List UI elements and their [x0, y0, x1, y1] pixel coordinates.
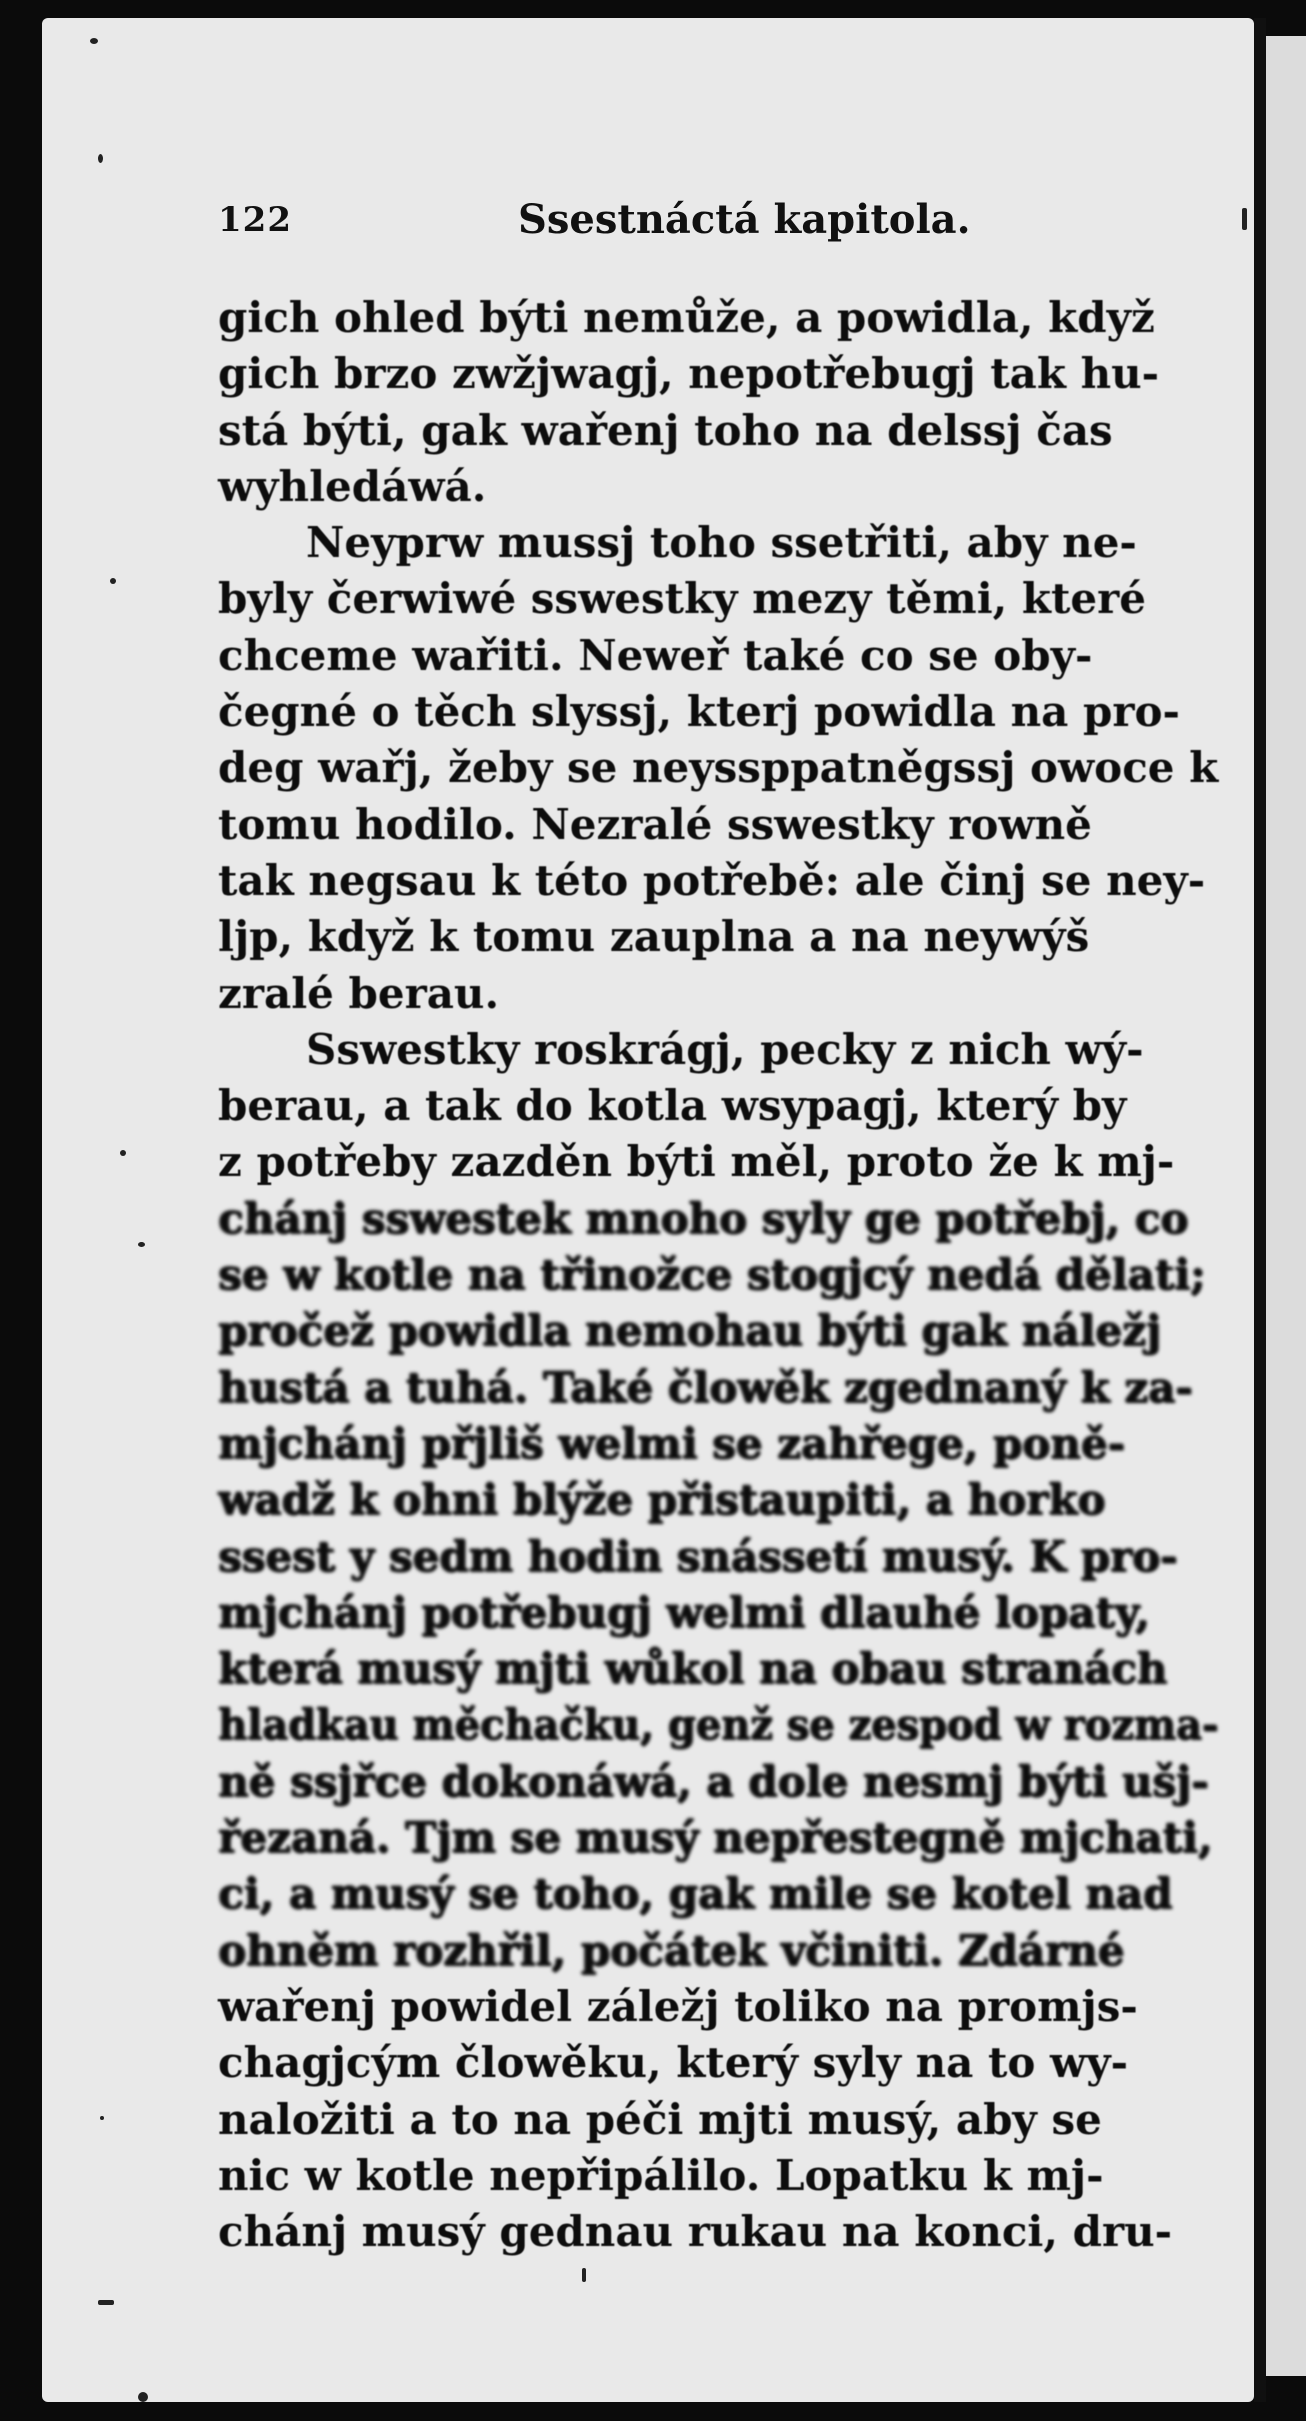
- text-line: ně ssjřce dokonáwá, a dole nesmj býti ušj-: [218, 1756, 1209, 1806]
- paper-speck: [100, 2116, 104, 2120]
- text-line: berau, a tak do kotla wsypagj, který by: [218, 1081, 1127, 1131]
- text-line: hladkau měchačku, genž se zespod w rozma-: [218, 1700, 1219, 1750]
- facing-page-edge: [1266, 36, 1306, 2376]
- page-number: 122: [218, 200, 292, 240]
- text-line: mjchánj potřebugj welmi dlauhé lopaty,: [218, 1587, 1150, 1637]
- paper-speck: [110, 578, 116, 584]
- paper-speck: [1242, 208, 1247, 230]
- text-line: stá býti, gak wařenj toho na delssj čas: [218, 405, 1113, 455]
- text-line: wyhledáwá.: [218, 461, 487, 511]
- text-line: ohněm rozhřil, počátek včiniti. Zdárné: [218, 1925, 1125, 1975]
- text-line: ssest y sedm hodin snássetí musý. K pro-: [218, 1531, 1178, 1581]
- text-line: chánj sswestek mnoho syly ge potřebj, co: [218, 1193, 1189, 1243]
- text-line: wařenj powidel záležj toliko na promjs-: [218, 1981, 1138, 2031]
- text-line: z potřeby zazděn býti měl, proto že k mj-: [218, 1137, 1175, 1187]
- text-line: zralé berau.: [218, 968, 500, 1018]
- text-line: ljp, když k tomu zauplna a na neywýš: [218, 912, 1090, 962]
- text-line: gich brzo zwžjwagj, nepotřebugj tak hu-: [218, 349, 1160, 399]
- text-line: pročež powidla nemohau býti gak náležj: [218, 1306, 1162, 1356]
- text-line: hustá a tuhá. Také člowěk zgednaný k za-: [218, 1362, 1193, 1412]
- text-line: nic w kotle nepřipálilo. Lopatku k mj-: [218, 2150, 1104, 2200]
- paper-speck: [98, 2300, 114, 2305]
- text-line: řezaná. Tjm se musý nepřestegně mjchati,: [218, 1813, 1213, 1863]
- text-line: tak negsau k této potřebě: ale činj se ney-: [218, 855, 1206, 905]
- body-text: [218, 290, 1218, 2260]
- text-line: mjchánj přjliš welmi se zahřege, poně-: [218, 1418, 1125, 1468]
- paper-speck: [138, 1242, 145, 1247]
- paper-speck: [90, 38, 98, 44]
- text-line: chceme wařiti. Neweř také co se oby-: [218, 630, 1093, 680]
- text-line: chánj musý gednau rukau na konci, dru-: [218, 2207, 1173, 2257]
- text-line: Neyprw mussj toho ssetřiti, aby ne-: [306, 518, 1137, 568]
- text-line: tomu hodilo. Nezralé sswestky rowně: [218, 799, 1092, 849]
- paper-speck: [582, 2268, 586, 2282]
- running-header: [218, 186, 988, 246]
- text-line: byly čerwiwé sswestky mezy těmi, které: [218, 574, 1146, 624]
- text-line: deg wařj, žeby se neyssppatněgssj owoce k: [218, 743, 1219, 793]
- paper-speck: [120, 1150, 126, 1156]
- text-line: ci, a musý se toho, gak mile se kotel nad: [218, 1869, 1173, 1919]
- paper-speck: [138, 2392, 148, 2402]
- text-line: wadž k ohni blýže přistaupiti, a horko: [218, 1475, 1106, 1525]
- chapter-title: Ssestnáctá kapitola.: [518, 196, 971, 243]
- text-line: se w kotle na třinožce stogjcý nedá dělati;: [218, 1250, 1206, 1300]
- page-gutter: [1254, 18, 1266, 2402]
- text-line: která musý mjti wůkol na obau stranách: [218, 1644, 1168, 1694]
- paper-speck: [98, 154, 103, 163]
- text-line: chagjcým člowěku, který syly na to wy-: [218, 2038, 1129, 2088]
- text-line: čegné o těch slyssj, kterj powidla na pro-: [218, 687, 1180, 737]
- text-line: Sswestky roskrágj, pecky z nich wý-: [306, 1024, 1144, 1074]
- text-line: naložiti a to na péči mjti musý, aby se: [218, 2094, 1102, 2144]
- text-line: gich ohled býti nemůže, a powidla, když: [218, 293, 1155, 342]
